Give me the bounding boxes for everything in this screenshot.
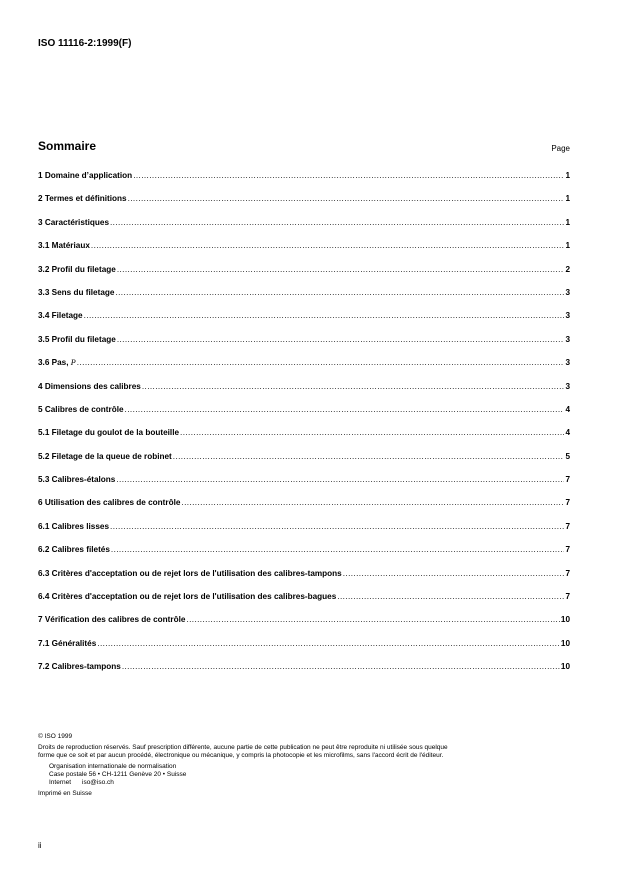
internet-label: Internet — [49, 779, 72, 786]
toc-title: Sommaire — [38, 139, 97, 153]
toc-entry-label: 3.1 Matériaux — [38, 241, 90, 251]
toc-entry-page: 3 — [565, 287, 570, 297]
toc-entry[interactable] — [38, 311, 570, 334]
publisher-address: Case postale 56 • CH-1211 Genève 20 • Suisse — [49, 771, 187, 778]
toc-leader-dots — [337, 592, 564, 601]
printed-in: Imprimé en Suisse — [38, 790, 92, 797]
toc-leader-dots — [110, 218, 564, 227]
toc-entry-label: 6.3 Critères d'acceptation ou de rejet lors de l'utilisation des calibres-tampons — [38, 568, 342, 578]
toc-entry-page: 4 — [565, 404, 570, 414]
toc-leader-dots — [117, 265, 565, 274]
internet-email: iso@iso.ch — [82, 779, 114, 786]
toc-entry[interactable] — [38, 218, 570, 241]
page-number: ii — [38, 841, 42, 850]
toc-page-column-label: Page — [551, 144, 570, 153]
toc-entry-page: 7 — [565, 521, 570, 531]
toc-entry-label: 5.2 Filetage de la queue de robinet — [38, 451, 172, 461]
toc-entry-label: 6 Utilisation des calibres de contrôle — [38, 498, 181, 508]
toc-entry[interactable] — [38, 592, 570, 615]
toc-entry-page: 2 — [565, 264, 570, 274]
toc-leader-dots — [142, 382, 565, 391]
toc-entry-label: 2 Termes et définitions — [38, 194, 127, 204]
document-id: ISO 11116-2:1999(F) — [38, 38, 132, 49]
toc-leader-dots — [173, 452, 565, 461]
toc-entry-page: 7 — [565, 592, 570, 602]
toc-entry-label: 7 Vérification des calibres de contrôle — [38, 615, 186, 625]
toc-entry-label: 6.1 Calibres lisses — [38, 521, 110, 531]
toc-entry-label: 3 Caractéristiques — [38, 217, 109, 227]
toc-entry-page: 3 — [565, 311, 570, 321]
toc-leader-dots — [125, 405, 565, 414]
toc-entry-label: 5 Calibres de contrôle — [38, 404, 124, 414]
toc-entry-page: 10 — [560, 615, 570, 625]
toc-entry[interactable] — [38, 288, 570, 311]
toc-entry[interactable] — [38, 452, 570, 475]
toc-entry-page: 4 — [565, 428, 570, 438]
toc-entry[interactable] — [38, 428, 570, 451]
toc-leader-dots — [84, 311, 565, 320]
toc-leader-dots — [186, 615, 559, 624]
toc-entry-label: 3.4 Filetage — [38, 311, 83, 321]
toc-entry[interactable] — [38, 569, 570, 592]
toc-entry-page: 3 — [565, 334, 570, 344]
toc-entry-page: 5 — [565, 451, 570, 461]
toc-entry-label: 7.1 Généralités — [38, 638, 97, 648]
publisher-name: Organisation internationale de normalisation — [49, 763, 177, 770]
toc-entry[interactable] — [38, 265, 570, 288]
toc-leader-dots — [110, 522, 564, 531]
toc-leader-dots — [116, 475, 564, 484]
toc-entry-label: 3.3 Sens du filetage — [38, 287, 115, 297]
toc-entry[interactable] — [38, 358, 570, 381]
table-of-contents — [38, 171, 570, 686]
toc-entry[interactable] — [38, 335, 570, 358]
toc-entry-label: 3.5 Profil du filetage — [38, 334, 116, 344]
toc-entry[interactable] — [38, 545, 570, 568]
toc-entry-page: 1 — [565, 241, 570, 251]
toc-leader-dots — [122, 662, 560, 671]
copyright-footer — [38, 733, 578, 798]
toc-entry-label: 3.6 Pas, P — [38, 358, 76, 368]
toc-leader-dots — [115, 288, 564, 297]
toc-entry-page: 7 — [565, 475, 570, 485]
publisher-internet — [38, 779, 578, 787]
toc-entry[interactable] — [38, 171, 570, 194]
toc-entry-label: 5.1 Filetage du goulot de la bouteille — [38, 428, 180, 438]
toc-leader-dots — [181, 498, 564, 507]
toc-entry-page: 3 — [565, 381, 570, 391]
toc-entry-page: 1 — [565, 217, 570, 227]
toc-entry-page: 10 — [560, 638, 570, 648]
rights-text-line-2: forme que ce soit et par aucun procédé, électronique ou mécanique, y compris la photocopie et les microfilms, sans l'accord écrit de l'éditeur. — [38, 752, 444, 759]
toc-leader-dots — [128, 194, 565, 203]
toc-leader-dots — [117, 335, 565, 344]
toc-leader-dots — [77, 358, 565, 367]
toc-entry-page: 3 — [565, 358, 570, 368]
toc-entry-label: 7.2 Calibres-tampons — [38, 662, 121, 672]
toc-entry-page: 7 — [565, 545, 570, 555]
toc-entry[interactable] — [38, 639, 570, 662]
copyright-line: © ISO 1999 — [38, 733, 73, 740]
toc-leader-dots — [180, 428, 564, 437]
toc-leader-dots — [91, 241, 565, 250]
toc-entry-label: 1 Domaine d’application — [38, 171, 133, 180]
toc-entry[interactable] — [38, 194, 570, 217]
toc-entry[interactable] — [38, 522, 570, 545]
toc-entry-page: 1 — [565, 171, 570, 180]
rights-text-line-1: Droits de reproduction réservés. Sauf prescription différente, aucune partie de cette publication ne peut être reproduite ni utilisée sous quelque — [38, 744, 448, 751]
toc-entry-label: 6.2 Calibres filetés — [38, 545, 110, 555]
toc-entry-symbol: P — [70, 358, 76, 368]
toc-entry-label: 5.3 Calibres-étalons — [38, 475, 116, 485]
toc-entry-page: 1 — [565, 194, 570, 204]
toc-leader-dots — [133, 171, 564, 180]
toc-entry[interactable] — [38, 405, 570, 428]
toc-entry-label: 4 Dimensions des calibres — [38, 381, 141, 391]
toc-entry[interactable] — [38, 615, 570, 638]
toc-entry-page: 10 — [560, 662, 570, 672]
toc-entry[interactable] — [38, 475, 570, 498]
toc-leader-dots — [343, 569, 565, 578]
toc-entry-page: 7 — [565, 498, 570, 508]
toc-entry-label: 6.4 Critères d'acceptation ou de rejet lors de l'utilisation des calibres-bagues — [38, 592, 337, 602]
toc-entry[interactable] — [38, 241, 570, 264]
toc-entry[interactable] — [38, 382, 570, 405]
toc-entry-page: 7 — [565, 568, 570, 578]
toc-leader-dots — [111, 545, 565, 554]
toc-entry[interactable] — [38, 498, 570, 521]
toc-leader-dots — [97, 639, 560, 648]
toc-entry[interactable] — [38, 662, 570, 685]
toc-entry-label: 3.2 Profil du filetage — [38, 264, 116, 274]
